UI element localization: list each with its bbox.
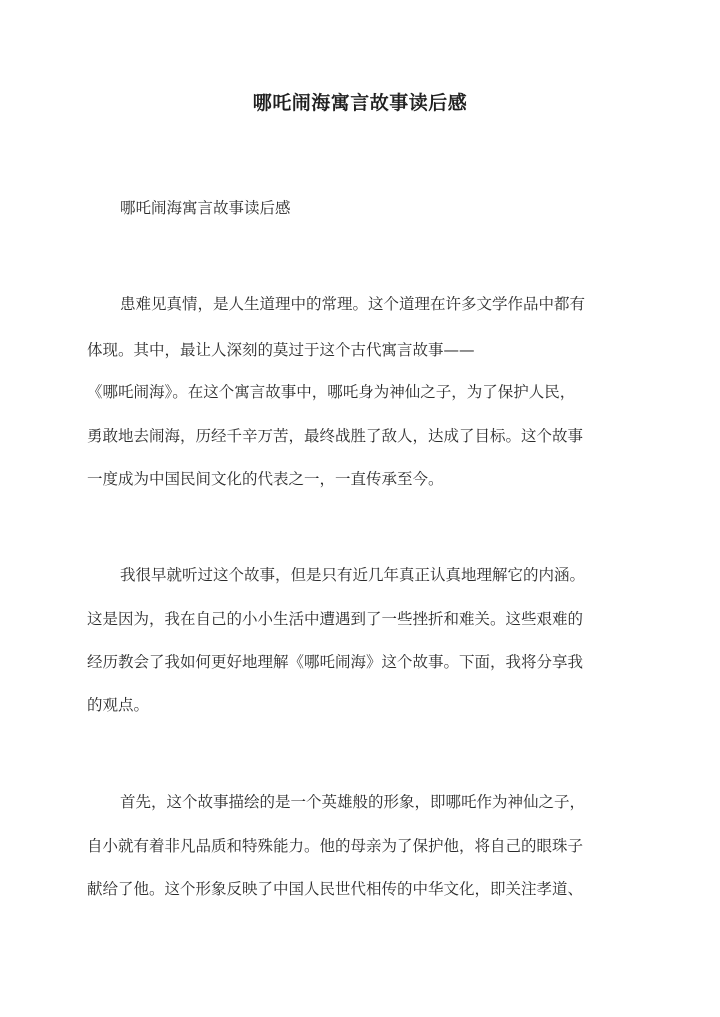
paragraph-line: 经历教会了我如何更好地理解《哪吒闹海》这个故事。下面，我将分享我 <box>87 653 584 671</box>
paragraph-line: 这是因为，我在自己的小小生活中遭遇到了一些挫折和难关。这些艰难的 <box>87 610 584 628</box>
paragraph-line: 《哪吒闹海》。在这个寓言故事中，哪吒身为神仙之子，为了保护人民， <box>87 383 576 401</box>
paragraph-line: 首先，这个故事描绘的是一个英雄般的形象，即哪吒作为神仙之子， <box>120 793 586 811</box>
document-title: 哪吒闹海寓言故事读后感 <box>252 92 468 114</box>
paragraph-line: 的观点。 <box>87 696 150 714</box>
paragraph-line: 献给了他。这个形象反映了中国人民世代相传的中华文化，即关注孝道、 <box>87 880 584 898</box>
paragraph-line: 我很早就听过这个故事，但是只有近几年真正认真地理解它的内涵。 <box>120 566 586 584</box>
paragraph-line: 患难见真情，是人生道理中的常理。这个道理在许多文学作品中都有 <box>120 295 586 313</box>
paragraph-line: 勇敢地去闹海，历经千辛万苦，最终战胜了敌人，达成了目标。这个故事 <box>87 427 584 445</box>
paragraph-line: 自小就有着非凡品质和特殊能力。他的母亲为了保护他，将自己的眼珠子 <box>87 837 584 855</box>
document-subtitle: 哪吒闹海寓言故事读后感 <box>120 199 291 217</box>
paragraph-line: 体现。其中，最让人深刻的莫过于这个古代寓言故事—— <box>87 341 475 359</box>
paragraph-line: 一度成为中国民间文化的代表之一，一直传承至今。 <box>87 470 444 488</box>
